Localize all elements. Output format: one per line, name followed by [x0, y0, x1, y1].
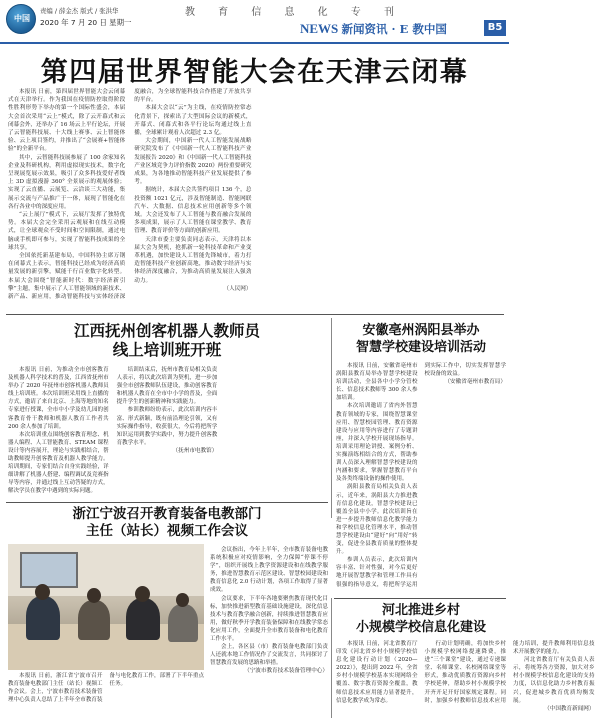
- anhui-article: [336, 362, 506, 596]
- section-divider: [334, 598, 506, 599]
- rubric-char: 信: [251, 7, 263, 18]
- section-divider: [6, 502, 328, 503]
- anhui-paragraph: 本报讯 日前，安徽省亳州市涡阳县教育局举办智慧学校建设培训活动，全县各中小学分管校长、信息技术教师等 300 余人参加培训。: [336, 363, 418, 402]
- anhui-paragraph: 本次培训邀请了省内外智慧教育领域的专家，围绕智慧课堂应用、智慧校园管理、教育资源建设与应用等内容进行了专题讲座，并深入学校开展现场指导。培训采用理论讲授、案例分析、实操演练相结合的方式，帮助参训人员深入理解智慧学校建设的内涵和要求，掌握智慧教育平台及各类终端设备的操作使用。: [336, 403, 418, 483]
- lead-paragraph: 其中，云智能科技展参展了 100 余家知名企业及科研机构，利用虚拟现实技术，数字化呈现展览展示效果，吸引了众多科技爱好者线上 3D 虚拟漫游 360° 全景展示的观展体验；实现了云直播、云展览、云洽谈三大功能，集展示交流与产品推广于一体，展现了智能化在各行各业中的深度应用。: [8, 154, 126, 210]
- rubric-char: 育: [218, 7, 230, 18]
- jiangxi-paragraph: 参训教师纷纷表示，此次培训内容丰富、形式新颖，既有前沿理论引领，又有实际操作指导，收获很大，今后将把所学知识运用到教学实践中，努力提升创客教育教学水平。: [116, 407, 218, 446]
- meeting-photo: [8, 544, 204, 670]
- hebei-paragraph: 河北省教育厅有关负责人表示，将统筹各方资源，加大对乡村小规模学校信息化建设的支持力度，以信息化助力乡村教育振兴，促进城乡教育优质均衡发展。: [513, 657, 595, 704]
- lead-paragraph: “云上展厅”模式下，云展厅发挥了独特优势。本届大会完全采用云观展和在线互动模式，让全球观众不受时间和空间限制，通过电脑或手机即可参与，实现了智能科技成果的全球共享。: [8, 212, 126, 251]
- zhejiang-paragraph: 本报讯 日前，浙江省宁波市召开教育装备电教部门主任（站长）视频工作会议。会上，宁波市教育技术装备管理中心负责人总结了上半年全市教育装备与电化教育工作，部署了下半年重点任务。: [8, 673, 204, 704]
- rubric-char: 刊: [383, 7, 395, 18]
- lead-paragraph: 全国依托新基建布局，中国科协主席万钢在闭幕式上表示，智能科技已经成为经济高质量发展的新引擎，赋能千行百业数字化转型。本届大会围绕“智能新时代：数字经济新引擎”主题，集中展示了人工智能领域的新技术、新产品、新应用，推动智能科技与实体经济深度融合，为全球智能科技合作搭建了开放共享的平台。: [8, 89, 252, 301]
- rubric-char: 息: [284, 7, 296, 18]
- rubric-char: 专: [350, 7, 362, 18]
- photo-person-head: [135, 586, 150, 602]
- zhejiang-headline: [8, 506, 326, 540]
- rubric-char: 化: [317, 7, 329, 18]
- hebei-headline: [336, 602, 506, 636]
- logo-text: 中国: [14, 14, 30, 23]
- hebei-headline-line: 小规模学校信息化建设: [355, 620, 486, 635]
- photo-person-head: [176, 593, 189, 607]
- zhejiang-headline-line: 主任（站长）视频工作会议: [86, 523, 248, 539]
- masthead: [0, 0, 509, 44]
- publication-date: 2020 年 7 月 20 日 星期一: [40, 18, 132, 27]
- jiangxi-source: （抚州市电教馆）: [172, 447, 218, 454]
- photo-person: [168, 604, 198, 642]
- news-label: NEWS: [300, 21, 339, 36]
- column-divider: [331, 598, 332, 718]
- page-number: B5: [484, 20, 506, 36]
- jiangxi-article: [8, 366, 326, 498]
- anhui-paragraph: 参训人员表示，此次培训内容丰富、针对性强，对今后更好地开展智慧教学和管理工作具有很强的指导意义，将把所学运用到实际工作中，切实发挥智慧学校设备的效益。: [336, 363, 506, 588]
- anhui-paragraph: 涡阳县教育局相关负责人表示，近年来，涡阳县大力推进教育信息化建设，智慧学校建设已覆盖全县中小学。此次培训旨在进一步提升教师信息化教学能力和学校信息化管理水平，推动智慧学校建设由“建好”向“用好”转变，促进全县教育质量的整体提升。: [336, 484, 418, 556]
- section-rubric: [185, 3, 395, 18]
- editor-byline: 责编 / 薛金杰 版式 / 张洪华: [40, 7, 119, 15]
- lead-source: （人民网）: [223, 285, 252, 292]
- jiangxi-headline: [8, 322, 326, 360]
- zhejiang-article: [210, 546, 328, 718]
- lead-article: [8, 88, 504, 310]
- hebei-paragraph: 行动计划明确，将加快乡村小规模学校网络提速降费，推进“三个课堂”建设，通过专递课堂、名师课堂、名校网络课堂等形式，推动优质教育资源向乡村学校延伸，帮助乡村小规模学校开齐开足开好国家规定课程。同时，加强乡村教师信息技术应用能力培训，提升教师利用信息技术开展教学的能力。: [424, 641, 595, 704]
- newspaper-logo: [6, 4, 36, 34]
- lead-paragraph: 大会期间，中国新一代人工智能发展战略研究院发布了《中国新一代人工智能科技产业发展报告 2020》和《中国新一代人工智能科技产业区域竞争力评价指数 2020》两份重要研究成果，为各地推动智能科技产业发展提供了参考。: [134, 138, 252, 186]
- photo-person: [78, 600, 110, 640]
- lead-paragraph: 据统计，本届大会共签约项目 136 个，总投资额 1021 亿元，涉及智能制造、智能网联汽车、大数据、信息技术应用创新等多个领域。大会还发布了人工智能与教育融合发展的多项成果，展示了人工智能在课堂教学、教育管理、教育评价等方面的创新应用。: [134, 187, 252, 235]
- column-divider: [331, 318, 332, 518]
- hebei-article: [336, 640, 595, 718]
- jiangxi-headline-line: 江西抚州创客机器人教师员: [73, 322, 260, 340]
- zhejiang-paragraph: 会议指出，今年上半年，全市教育装备电教系统积极应对疫情影响，全力保障“停课不停学”，组织开展线上教学资源建设和在线教学服务，推进智慧教育示范区建设、智慧校园建设和教育信息化 2.0 行动计划，各项工作取得了显著成效。: [210, 547, 328, 594]
- photo-screen: [20, 552, 78, 588]
- section-name: [300, 21, 447, 37]
- lead-headline: 第四届世界智能大会在天津云闭幕: [40, 57, 469, 88]
- hebei-headline-line: 河北推进乡村: [381, 603, 460, 618]
- section-divider: [6, 314, 504, 315]
- zhejiang-paragraph: 会上，各区县（市）教育装备电教部门负责人还就本地工作情况作了交流发言，共同探讨了智慧教育发展的思路和举措。: [210, 644, 328, 667]
- photo-person: [26, 596, 60, 640]
- hebei-source: （中国教育新闻网）: [544, 705, 595, 712]
- masthead-rule: [0, 42, 509, 44]
- section-title: 新闻资讯 · E 教中国: [341, 22, 447, 36]
- jiangxi-paragraph: 培训结束后，抚州市教育局相关负责人表示，将以此次培训为契机，进一步加强全市创客教师队伍建设，推动创客教育和机器人教育在全市中小学的普及，全面提升学生的创新精神和实践能力。: [116, 367, 218, 406]
- lead-paragraph: 天津市委主要负责同志表示，天津将以本届大会为契机，抢抓新一轮科技革命和产业变革机遇，加快建设人工智能先锋城市，着力打造智能科技产业创新高地，推动数字经济与实体经济深度融合，为推动高质量发展注入强劲动力。: [134, 236, 252, 284]
- jiangxi-headline-line: 线上培训班开班: [112, 341, 222, 359]
- photo-person-head: [35, 584, 50, 600]
- rubric-char: 教: [185, 7, 196, 18]
- lead-paragraph: 本届大会以“云”为主线，在疫情防控常态化背景下，探索出了大型国际会议的新模式，开幕式、闭幕式和各平行论坛均通过线上直播，全球累计观看人次超过 2.3 亿。: [134, 105, 252, 137]
- zhejiang-headline-line: 浙江宁波召开教育装备电教部门: [72, 506, 262, 522]
- zhejiang-source: （宁波市教育技术装备管理中心）: [244, 668, 328, 675]
- zhejiang-paragraph: 会议要求，下半年各地要聚焦教育现代化目标，加快推进新型教育基础设施建设，深化信息技术与教育教学融合创新，持续推进智慧教育应用，做好秋季开学教育装备保障和在线教学常态化应用工作，全面提升全市教育装备和电化教育工作水平。: [210, 595, 328, 643]
- jiangxi-paragraph: 本次培训重点围绕创客教育理念、机器人编程、人工智能教育、STEAM 课程设计等内容展开，理论与实践相结合，帮助教师提升创客教育及机器人教学能力。培训期间，专家们结合自身实践经验，详细讲解了机器人搭建、编程调试及竞赛指导等内容，并通过线上互动答疑的方式，解决学员在教学中遇到的实际问题。: [8, 431, 109, 495]
- jiangxi-paragraph: 本报讯 日前，为推动全市创客教育及机器人科学技术的普及，江西省抚州市举办了 2020 年抚州市创客机器人教师员线上培训班。本次培训班采用线上直播的方式，邀请了来自北京、上海等地的知名专家进行授课，全市中小学及幼儿园的创客教育骨干教师和机器人教育工作者共 200 余人参加了培训。: [8, 367, 109, 430]
- anhui-headline-line: 智慧学校建设培训活动: [355, 340, 486, 355]
- hebei-paragraph: 本报讯 日前，河北省教育厅印发《河北省乡村小规模学校信息化建设行动计划（2020—2022）》，提出到 2022 年，全省乡村小规模学校基本实现网络全覆盖、数字教育资源全覆盖，教师信息技术应用能力显著提升，信息化教学成为常态。: [336, 641, 418, 704]
- anhui-source: （安徽省亳州市教育局）: [444, 379, 506, 386]
- photo-person: [126, 598, 160, 640]
- photo-person-head: [87, 588, 101, 603]
- anhui-headline-line: 安徽亳州涡阳县举办: [362, 323, 480, 338]
- anhui-headline: [336, 322, 506, 356]
- lead-paragraph: 本报讯 日前，第四届世界智能大会云闭幕式在天津举行。作为我国在疫情防控取得阶段性胜利形势下举办的第一个国际性盛会，本届大会首次采用“云上”模式，除了云开幕式和云闭幕会外，还举办了 16 场云上平行论坛，开展了云智能科技展、十大线上赛事、云上智能体验、云上项目签约，并推出了“会展赛+智能体验”的全新平台。: [8, 89, 126, 153]
- zhejiang-article-lead: [8, 672, 204, 718]
